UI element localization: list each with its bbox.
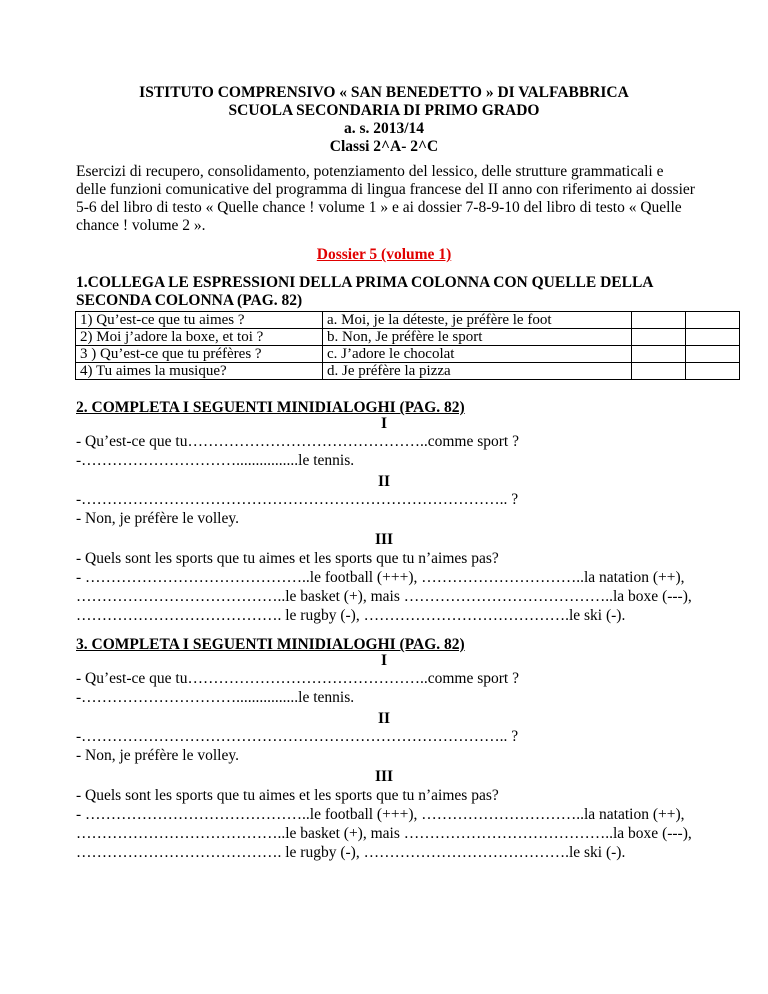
answer-cell[interactable]	[686, 312, 740, 329]
left-cell: 4) Tu aimes la musique?	[76, 363, 323, 380]
part-label: III	[374, 768, 394, 785]
answer-cell[interactable]	[632, 346, 686, 363]
exercise-2-title: 2. COMPLETA I SEGUENTI MINIDIALOGHI (PAG. 82)	[76, 399, 465, 416]
dialogue-line: - Non, je préfère le volley.	[76, 510, 239, 527]
table-row	[76, 329, 740, 346]
dialogue-line: - ……………………………………..le football (+++), …………………………..la natation (++),	[76, 569, 685, 586]
exercise-1-title-line1: 1.COLLEGA LE ESPRESSIONI DELLA PRIMA COLONNA CON QUELLE DELLA	[76, 274, 654, 291]
matching-table	[75, 311, 740, 380]
part-label: II	[377, 710, 391, 727]
dialogue-line: - Quels sont les sports que tu aimes et les sports que tu n’aimes pas?	[76, 550, 499, 567]
part-label: I	[380, 415, 388, 432]
dialogue-line: - Non, je préfère le volley.	[76, 747, 239, 764]
document-header	[0, 84, 768, 156]
right-cell: c. J’adore le chocolat	[323, 346, 632, 363]
school-level: SCUOLA SECONDARIA DI PRIMO GRADO	[228, 102, 540, 119]
dialogue-line: - Quels sont les sports que tu aimes et les sports que tu n’aimes pas?	[76, 787, 499, 804]
right-cell: a. Moi, je la déteste, je préfère le foot	[323, 312, 632, 329]
dialogue-line: -…………………………................le tennis.	[76, 689, 355, 706]
dialogue-line: …………………………………. le rugby (-), ………………………………….le ski (-).	[76, 607, 626, 624]
dialogue-line: …………………………………..le basket (+), mais …………………………………..la boxe (---),	[76, 825, 692, 842]
classes: Classi 2^A- 2^C	[329, 138, 439, 155]
dialogue-line: …………………………………..le basket (+), mais …………………………………..la boxe (---),	[76, 588, 692, 605]
dossier-title: Dossier 5 (volume 1)	[316, 246, 452, 263]
left-cell: 3 ) Qu’est-ce que tu préfères ?	[76, 346, 323, 363]
dialogue-line: -……………………………………………………………………….. ?	[76, 728, 519, 745]
table-row	[76, 363, 740, 380]
answer-cell[interactable]	[632, 312, 686, 329]
exercise-1-title	[76, 274, 696, 310]
dialogue-line: …………………………………. le rugby (-), ………………………………….le ski (-).	[76, 844, 626, 861]
dialogue-line: - ……………………………………..le football (+++), …………………………..la natation (++),	[76, 806, 685, 823]
exercise-1-title-line2: SECONDA COLONNA (PAG. 82)	[76, 292, 303, 309]
school-year: a. s. 2013/14	[343, 120, 425, 137]
part-label: II	[377, 473, 391, 490]
part-label: III	[374, 531, 394, 548]
answer-cell[interactable]	[686, 363, 740, 380]
school-name: ISTITUTO COMPRENSIVO « SAN BENEDETTO » DI VALFABBRICA	[139, 84, 629, 101]
answer-cell[interactable]	[686, 346, 740, 363]
exercise-3-title: 3. COMPLETA I SEGUENTI MINIDIALOGHI (PAG. 82)	[76, 636, 465, 653]
left-cell: 1) Qu’est-ce que tu aimes ?	[76, 312, 323, 329]
dialogue-line: -…………………………................le tennis.	[76, 452, 355, 469]
answer-cell[interactable]	[632, 363, 686, 380]
dialogue-line: - Qu’est-ce que tu………………………………………..comme sport ?	[76, 433, 519, 450]
right-cell: d. Je préfère la pizza	[323, 363, 632, 380]
answer-cell[interactable]	[632, 329, 686, 346]
dialogue-line: - Qu’est-ce que tu………………………………………..comme sport ?	[76, 670, 519, 687]
table-row	[76, 346, 740, 363]
right-cell: b. Non, Je préfère le sport	[323, 329, 632, 346]
table-row	[76, 312, 740, 329]
answer-cell[interactable]	[686, 329, 740, 346]
left-cell: 2) Moi j’adore la boxe, et toi ?	[76, 329, 323, 346]
intro-paragraph: Esercizi di recupero, consolidamento, potenziamento del lessico, delle strutture grammaticali e delle funzioni comunicative del programma di lingua francese del II anno con riferimento ai dossier 5-6 del libro di testo « Quelle chance ! volume 1 » e ai dossier 7-8-9-10 del libro di testo « Quelle chance ! volume 2 ».	[76, 163, 695, 234]
part-label: I	[380, 652, 388, 669]
dialogue-line: -……………………………………………………………………….. ?	[76, 491, 519, 508]
